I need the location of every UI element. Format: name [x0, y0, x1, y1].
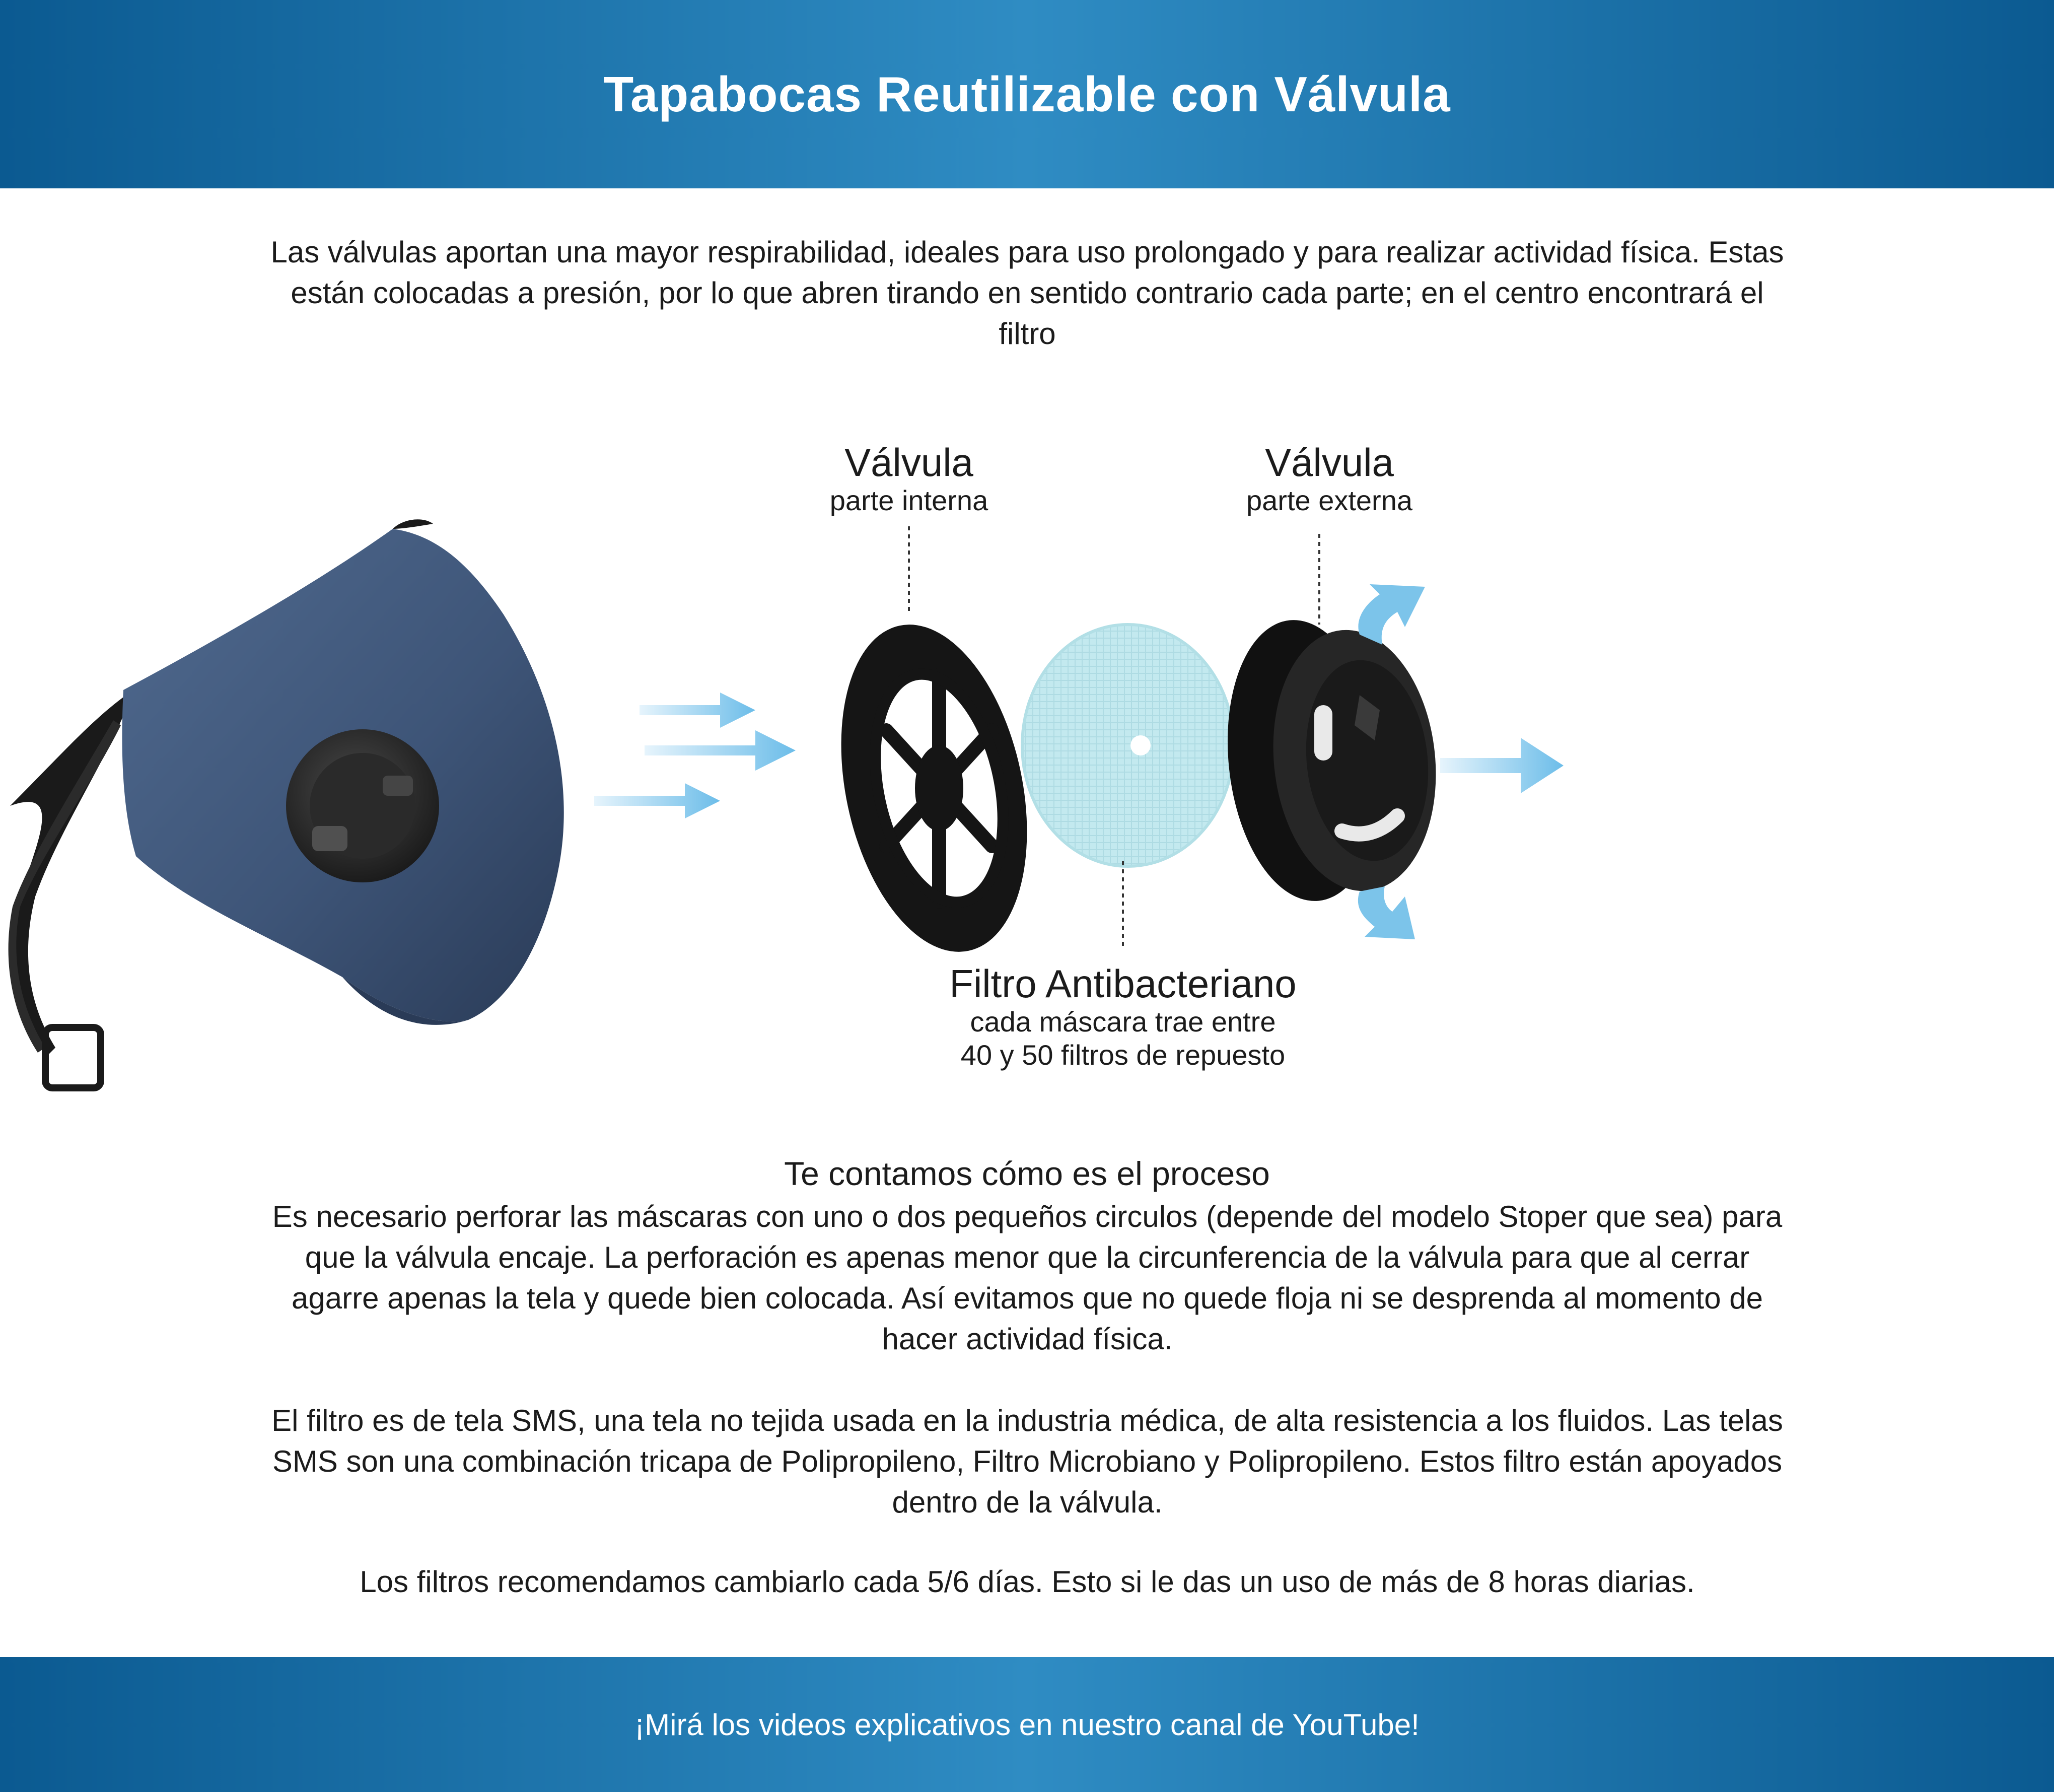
filter-image — [1022, 625, 1234, 866]
process-paragraph-1: Es necesario perforar las máscaras con uno o dos pequeños circulos (depende del modelo Stoper que sea) para que la válvula encaje. La perforación es apenas menor que la circunferencia de la válvula para que al cerrar agarre apenas la tela y quede bien colocada. Así evitamos que no quede floja ni se desprenda al momento de hacer actividad física. — [272, 1200, 1783, 1356]
label-valve-outer-subtitle: parte externa — [1246, 485, 1412, 516]
process-paragraph-3: Los filtros recomendamos cambiarlo cada 5/6 días. Esto si le das un uso de más de 8 horas diarias. — [360, 1565, 1695, 1599]
process-paragraph-2: El filtro es de tela SMS, una tela no tejida usada en la industria médica, de alta resistencia a los fluidos. Las telas SMS son una combinación tricapa de Polipropileno, Filtro Microbiano y Polipropileno. Estos filtro están apoyados dentro de la válvula. — [271, 1404, 1783, 1519]
page-title: Tapabocas Reutilizable con Válvula — [603, 66, 1451, 122]
label-filter-line2: 40 y 50 filtros de repuesto — [960, 1039, 1286, 1071]
label-filter-title: Filtro Antibacteriano — [949, 961, 1297, 1006]
label-valve-outer-title: Válvula — [1265, 440, 1394, 485]
valve-outer-image — [1215, 612, 1449, 909]
airflow-arrow-icon — [594, 693, 796, 818]
intro-text: Las válvulas aportan una mayor respirabilidad, ideales para uso prolongado y para realizar actividad física. Estas están colocadas a presión, por lo que abren tirando en sentido contrario cada parte; en el centro encontrará el filtro — [270, 235, 1784, 351]
label-valve-inner-title: Válvula — [844, 440, 973, 485]
valve-inner-image — [813, 607, 1055, 969]
footer-youtube-text[interactable]: ¡Mirá los videos explicativos en nuestro canal de YouTube! — [634, 1707, 1420, 1742]
mask-image — [9, 519, 564, 1088]
footer-banner — [0, 1657, 2054, 1792]
label-valve-inner-subtitle: parte interna — [829, 485, 988, 516]
label-valve-outer — [1178, 441, 1480, 517]
label-filter-line1: cada máscara trae entre — [970, 1006, 1276, 1038]
label-filter — [891, 962, 1355, 1072]
process-title: Te contamos cómo es el proceso — [784, 1155, 1270, 1192]
label-valve-inner — [758, 441, 1060, 517]
